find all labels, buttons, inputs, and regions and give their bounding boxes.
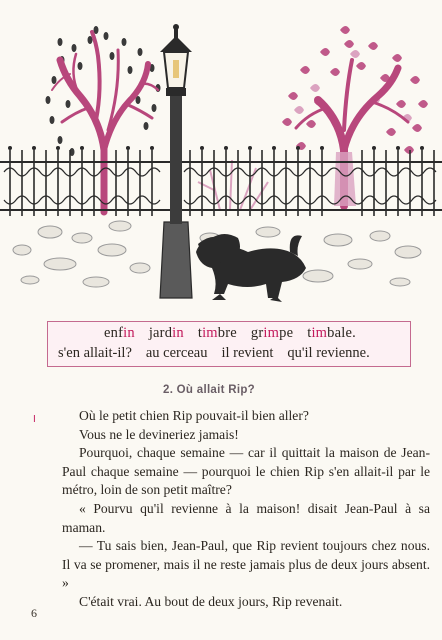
dog-icon xyxy=(196,234,306,302)
paragraph-6: C'était vrai. Au bout de deux jours, Rip revenait. xyxy=(79,593,343,609)
phrase-3: il revient xyxy=(221,345,274,361)
word-timbale: timbale. xyxy=(307,325,356,341)
phrase-1: s'en allait-il? xyxy=(58,345,132,361)
word-timbre: timbre xyxy=(197,325,237,341)
vocabulary-line-2 xyxy=(58,345,370,362)
left-tree xyxy=(46,26,161,212)
paragraph-4: « Pourvu qu'il revienne à la maison! disait Jean-Paul à sa maman. xyxy=(62,500,430,535)
illustration xyxy=(0,0,442,312)
section-title: 2. Où allait Rip? xyxy=(163,384,256,396)
phrase-4: qu'il revienne. xyxy=(287,345,370,361)
word-jardin: jardin xyxy=(148,325,184,341)
paragraph-2: Vous ne le devineriez jamais! xyxy=(79,426,239,442)
paragraph-5: — Tu sais bien, Jean-Paul, que Rip revient toujours chez nous. Il va se promener, mais il ne reste jamais plus de deux jours absent. » xyxy=(62,538,430,591)
phrase-2: au cerceau xyxy=(145,345,208,361)
word-grimpe: grimpe xyxy=(250,325,294,341)
paragraph-1: Où le petit chien Rip pouvait-il bien aller? xyxy=(79,408,309,423)
story-text xyxy=(62,407,430,612)
page-number: 6 xyxy=(31,606,37,620)
vocabulary-box xyxy=(47,321,411,367)
right-tree xyxy=(282,26,428,206)
word-enfin: enfin xyxy=(104,325,135,341)
iron-fence xyxy=(0,146,442,216)
paragraph-marker: I xyxy=(33,414,36,425)
vocabulary-line-1 xyxy=(104,325,370,342)
paragraph-3: Pourquoi, chaque semaine — car il quittait la maison de Jean-Paul chaque semaine — pourquoi le chien Rip s'en allait-il par le métro, loin de son petit maître? xyxy=(62,445,430,498)
